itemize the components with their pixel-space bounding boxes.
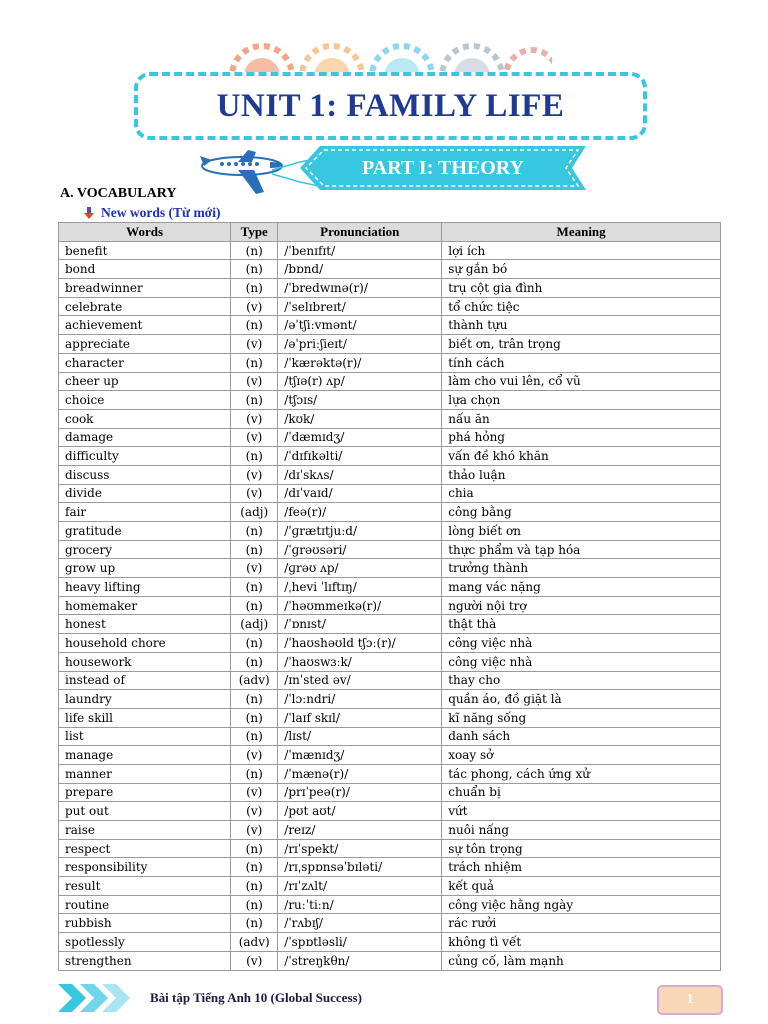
meaning-cell: phá hỏng — [442, 428, 721, 447]
pronunciation-cell: /ˈhəʊmmeɪkə(r)/ — [278, 596, 442, 615]
type-cell: (n) — [231, 690, 278, 709]
table-row — [59, 540, 721, 559]
meaning-cell: công việc nhà — [442, 652, 721, 671]
pronunciation-cell: /ˈkærəktə(r)/ — [278, 353, 442, 372]
meaning-cell: thành tựu — [442, 316, 721, 335]
type-cell: (n) — [231, 316, 278, 335]
pronunciation-cell: /ˈdæmɪdʒ/ — [278, 428, 442, 447]
table-row — [59, 484, 721, 503]
type-cell: (adv) — [231, 933, 278, 952]
word-cell: grow up — [59, 559, 231, 578]
type-cell: (v) — [231, 802, 278, 821]
meaning-cell: công bằng — [442, 503, 721, 522]
pronunciation-cell: /ˌhevi ˈlɪftɪŋ/ — [278, 578, 442, 597]
table-row — [59, 522, 721, 541]
word-cell: strengthen — [59, 951, 231, 970]
pronunciation-cell: /ˈhaʊswɜːk/ — [278, 652, 442, 671]
section-heading: A. VOCABULARY — [60, 186, 177, 201]
meaning-cell: xoay sở — [442, 746, 721, 765]
table-body — [59, 241, 721, 970]
meaning-cell: tổ chức tiệc — [442, 297, 721, 316]
part-title: PART I: THEORY — [362, 156, 524, 179]
word-cell: discuss — [59, 465, 231, 484]
type-cell: (v) — [231, 372, 278, 391]
table-row — [59, 652, 721, 671]
table-row — [59, 503, 721, 522]
type-cell: (n) — [231, 353, 278, 372]
word-cell: instead of — [59, 671, 231, 690]
table-row — [59, 559, 721, 578]
type-cell: (n) — [231, 634, 278, 653]
word-cell: appreciate — [59, 335, 231, 354]
meaning-cell: lòng biết ơn — [442, 522, 721, 541]
table-row — [59, 783, 721, 802]
pronunciation-cell: /əˈtʃiːvmənt/ — [278, 316, 442, 335]
table-row — [59, 802, 721, 821]
type-cell: (n) — [231, 522, 278, 541]
pronunciation-cell: /ˈselɪbreɪt/ — [278, 297, 442, 316]
meaning-cell: công việc nhà — [442, 634, 721, 653]
type-cell: (adv) — [231, 671, 278, 690]
word-cell: breadwinner — [59, 279, 231, 298]
column-header: Pronunciation — [278, 223, 442, 242]
word-cell: celebrate — [59, 297, 231, 316]
pronunciation-cell: /reɪz/ — [278, 821, 442, 840]
table-row — [59, 409, 721, 428]
table-row — [59, 634, 721, 653]
word-cell: honest — [59, 615, 231, 634]
word-cell: difficulty — [59, 447, 231, 466]
page-number-badge — [657, 985, 723, 1015]
pronunciation-cell: /ruːˈtiːn/ — [278, 895, 442, 914]
pronunciation-cell: /rɪˌspɒnsəˈbɪləti/ — [278, 858, 442, 877]
pronunciation-cell: /rɪˈspekt/ — [278, 839, 442, 858]
pronunciation-cell: /ɪnˈsted əv/ — [278, 671, 442, 690]
meaning-cell: công việc hằng ngày — [442, 895, 721, 914]
down-arrow-bullet-icon — [84, 207, 94, 219]
word-cell: housework — [59, 652, 231, 671]
type-cell: (n) — [231, 877, 278, 896]
word-cell: rubbish — [59, 914, 231, 933]
pronunciation-cell: /feə(r)/ — [278, 503, 442, 522]
table-row — [59, 839, 721, 858]
meaning-cell: lợi ích — [442, 241, 721, 260]
meaning-cell: quần áo, đồ giặt là — [442, 690, 721, 709]
word-cell: household chore — [59, 634, 231, 653]
type-cell: (n) — [231, 839, 278, 858]
word-cell: heavy lifting — [59, 578, 231, 597]
type-cell: (v) — [231, 465, 278, 484]
table-row — [59, 279, 721, 298]
type-cell: (v) — [231, 484, 278, 503]
pronunciation-cell: /ˈbredwɪnə(r)/ — [278, 279, 442, 298]
meaning-cell: tác phong, cách ứng xử — [442, 764, 721, 783]
new-words-heading — [84, 205, 220, 221]
word-cell: manage — [59, 746, 231, 765]
meaning-cell: trụ cột gia đình — [442, 279, 721, 298]
type-cell: (n) — [231, 764, 278, 783]
word-cell: manner — [59, 764, 231, 783]
table-row — [59, 951, 721, 970]
meaning-cell: thay cho — [442, 671, 721, 690]
type-cell: (n) — [231, 578, 278, 597]
pronunciation-cell: /ˈɡrætɪtjuːd/ — [278, 522, 442, 541]
pronunciation-cell: /ˈhaʊshəʊld tʃɔː(r)/ — [278, 634, 442, 653]
type-cell: (v) — [231, 821, 278, 840]
meaning-cell: vấn đề khó khăn — [442, 447, 721, 466]
pronunciation-cell: /rɪˈzʌlt/ — [278, 877, 442, 896]
word-cell: character — [59, 353, 231, 372]
table-row — [59, 335, 721, 354]
type-cell: (v) — [231, 335, 278, 354]
chevron-decoration-icon — [58, 984, 138, 1012]
meaning-cell: sự tôn trọng — [442, 839, 721, 858]
word-cell: cheer up — [59, 372, 231, 391]
pronunciation-cell: /ˈspɒtləsli/ — [278, 933, 442, 952]
meaning-cell: người nội trợ — [442, 596, 721, 615]
table-row — [59, 391, 721, 410]
table-row — [59, 372, 721, 391]
pronunciation-cell: /lɪst/ — [278, 727, 442, 746]
table-row — [59, 690, 721, 709]
meaning-cell: kết quả — [442, 877, 721, 896]
type-cell: (v) — [231, 428, 278, 447]
table-row — [59, 596, 721, 615]
meaning-cell: thảo luận — [442, 465, 721, 484]
meaning-cell: lựa chọn — [442, 391, 721, 410]
pronunciation-cell: /dɪˈskʌs/ — [278, 465, 442, 484]
meaning-cell: thực phẩm và tạp hóa — [442, 540, 721, 559]
meaning-cell: danh sách — [442, 727, 721, 746]
table-row — [59, 297, 721, 316]
word-cell: prepare — [59, 783, 231, 802]
meaning-cell: kĩ năng sống — [442, 708, 721, 727]
type-cell: (n) — [231, 727, 278, 746]
gear-decoration-icon — [222, 40, 552, 76]
word-cell: put out — [59, 802, 231, 821]
pronunciation-cell: /ˈɒnɪst/ — [278, 615, 442, 634]
type-cell: (n) — [231, 914, 278, 933]
meaning-cell: tính cách — [442, 353, 721, 372]
meaning-cell: chuẩn bị — [442, 783, 721, 802]
type-cell: (n) — [231, 858, 278, 877]
type-cell: (v) — [231, 783, 278, 802]
meaning-cell: sự gắn bó — [442, 260, 721, 279]
meaning-cell: mang vác nặng — [442, 578, 721, 597]
type-cell: (n) — [231, 708, 278, 727]
type-cell: (n) — [231, 391, 278, 410]
word-cell: list — [59, 727, 231, 746]
pronunciation-cell: /ˈrʌbɪʃ/ — [278, 914, 442, 933]
meaning-cell: củng cố, làm mạnh — [442, 951, 721, 970]
table-row — [59, 241, 721, 260]
table-row — [59, 877, 721, 896]
word-cell: damage — [59, 428, 231, 447]
pronunciation-cell: /ˈbenɪfɪt/ — [278, 241, 442, 260]
meaning-cell: rác rưởi — [442, 914, 721, 933]
word-cell: raise — [59, 821, 231, 840]
type-cell: (v) — [231, 746, 278, 765]
type-cell: (adj) — [231, 503, 278, 522]
type-cell: (n) — [231, 447, 278, 466]
table-header-row — [59, 223, 721, 242]
meaning-cell: chia — [442, 484, 721, 503]
type-cell: (n) — [231, 895, 278, 914]
pronunciation-cell: /dɪˈvaɪd/ — [278, 484, 442, 503]
pronunciation-cell: /ˈmænə(r)/ — [278, 764, 442, 783]
type-cell: (v) — [231, 559, 278, 578]
table-row — [59, 933, 721, 952]
pronunciation-cell: /əˈpriːʃieɪt/ — [278, 335, 442, 354]
unit-title-box — [134, 72, 647, 140]
table-row — [59, 260, 721, 279]
word-cell: spotlessly — [59, 933, 231, 952]
column-header: Words — [59, 223, 231, 242]
word-cell: divide — [59, 484, 231, 503]
pronunciation-cell: /ˈmænɪdʒ/ — [278, 746, 442, 765]
type-cell: (v) — [231, 951, 278, 970]
column-header: Type — [231, 223, 278, 242]
table-row — [59, 821, 721, 840]
word-cell: gratitude — [59, 522, 231, 541]
pronunciation-cell: /prɪˈpeə(r)/ — [278, 783, 442, 802]
pronunciation-cell: /pʊt aʊt/ — [278, 802, 442, 821]
table-row — [59, 895, 721, 914]
pronunciation-cell: /tʃɔɪs/ — [278, 391, 442, 410]
table-row — [59, 615, 721, 634]
type-cell: (n) — [231, 279, 278, 298]
type-cell: (n) — [231, 260, 278, 279]
table-row — [59, 578, 721, 597]
pronunciation-cell: /kʊk/ — [278, 409, 442, 428]
pronunciation-cell: /ˈlɔːndri/ — [278, 690, 442, 709]
footer-book-title: Bài tập Tiếng Anh 10 (Global Success) — [150, 990, 362, 1005]
type-cell: (n) — [231, 596, 278, 615]
word-cell: choice — [59, 391, 231, 410]
pronunciation-cell: /ˈlaɪf skɪl/ — [278, 708, 442, 727]
word-cell: routine — [59, 895, 231, 914]
table-row — [59, 764, 721, 783]
table-row — [59, 727, 721, 746]
type-cell: (n) — [231, 241, 278, 260]
meaning-cell: thật thà — [442, 615, 721, 634]
word-cell: responsibility — [59, 858, 231, 877]
word-cell: life skill — [59, 708, 231, 727]
word-cell: cook — [59, 409, 231, 428]
meaning-cell: trưởng thành — [442, 559, 721, 578]
meaning-cell: biết ơn, trân trọng — [442, 335, 721, 354]
word-cell: homemaker — [59, 596, 231, 615]
word-cell: grocery — [59, 540, 231, 559]
word-cell: result — [59, 877, 231, 896]
table-row — [59, 746, 721, 765]
vocabulary-table — [58, 222, 721, 971]
unit-title: UNIT 1: FAMILY LIFE — [216, 87, 565, 124]
meaning-cell: vứt — [442, 802, 721, 821]
pronunciation-cell: /ˈɡrəʊsəri/ — [278, 540, 442, 559]
page-number: 1 — [686, 992, 694, 1007]
type-cell: (adj) — [231, 615, 278, 634]
meaning-cell: không tì vết — [442, 933, 721, 952]
meaning-cell: trách nhiệm — [442, 858, 721, 877]
pronunciation-cell: /ˈdɪfɪkəlti/ — [278, 447, 442, 466]
meaning-cell: nấu ăn — [442, 409, 721, 428]
table-row — [59, 353, 721, 372]
table-row — [59, 914, 721, 933]
type-cell: (n) — [231, 540, 278, 559]
word-cell: fair — [59, 503, 231, 522]
table-row — [59, 465, 721, 484]
word-cell: laundry — [59, 690, 231, 709]
word-cell: benefit — [59, 241, 231, 260]
pronunciation-cell: /tʃɪə(r) ʌp/ — [278, 372, 442, 391]
pronunciation-cell: /bɒnd/ — [278, 260, 442, 279]
meaning-cell: làm cho vui lên, cổ vũ — [442, 372, 721, 391]
word-cell: achievement — [59, 316, 231, 335]
table-row — [59, 671, 721, 690]
type-cell: (n) — [231, 652, 278, 671]
table-row — [59, 447, 721, 466]
pronunciation-cell: /ˈstreŋkθn/ — [278, 951, 442, 970]
table-row — [59, 858, 721, 877]
type-cell: (v) — [231, 297, 278, 316]
table-row — [59, 428, 721, 447]
pronunciation-cell: /ɡrəʊ ʌp/ — [278, 559, 442, 578]
type-cell: (v) — [231, 409, 278, 428]
word-cell: bond — [59, 260, 231, 279]
table-row — [59, 316, 721, 335]
table-row — [59, 708, 721, 727]
meaning-cell: nuôi nấng — [442, 821, 721, 840]
new-words-label: New words (Từ mới) — [101, 205, 221, 220]
column-header: Meaning — [442, 223, 721, 242]
word-cell: respect — [59, 839, 231, 858]
